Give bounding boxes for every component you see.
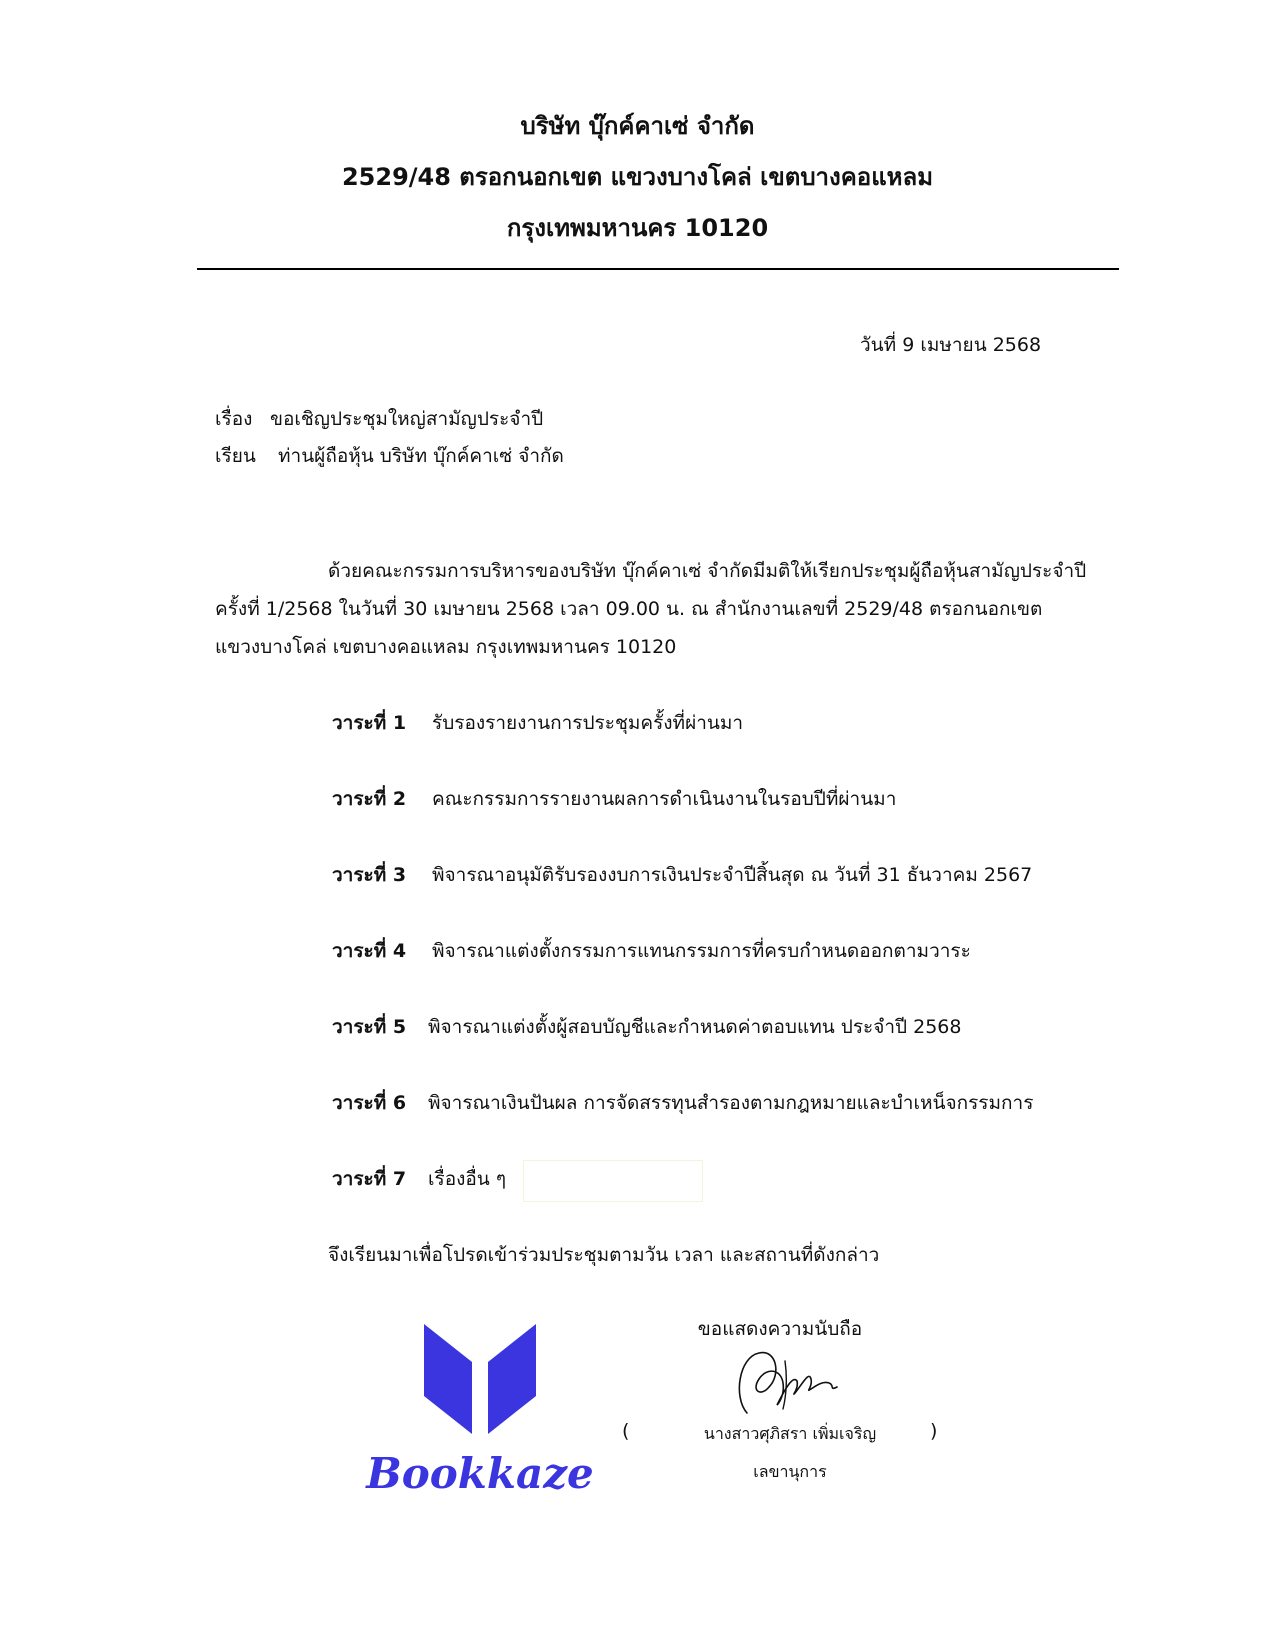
signatory-close-paren: ) (930, 1420, 938, 1442)
agenda-number: วาระที่ 2 (332, 788, 407, 810)
agenda-text: พิจารณาแต่งตั้งผู้สอบบัญชีและกำหนดค่าตอบแทน ประจำปี 2568 (428, 1016, 962, 1038)
book-icon (366, 1324, 594, 1502)
body-line-1: ด้วยคณะกรรมการบริหารของบริษัท บุ๊กค์คาเซ่ จำกัดมีมติให้เรียกประชุมผู้ถือหุ้นสามัญประจำปี (328, 560, 1087, 582)
header-divider (197, 268, 1119, 270)
company-address-line1: 2529/48 ตรอกนอกเขต แขวงบางโคล่ เขตบางคอแหลม (341, 163, 934, 191)
body-line-2: ครั้งที่ 1/2568 ในวันที่ 30 เมษายน 2568 เวลา 09.00 น. ณ สำนักงานเลขที่ 2529/48 ตรอกนอกเขต (215, 598, 1043, 620)
agenda-number: วาระที่ 1 (332, 712, 407, 734)
subject-text: ขอเชิญประชุมใหญ่สามัญประจำปี (270, 408, 544, 430)
regards-text: ขอแสดงความนับถือ (697, 1318, 863, 1340)
agenda-number: วาระที่ 6 (332, 1092, 407, 1114)
agenda-text: รับรองรายงานการประชุมครั้งที่ผ่านมา (432, 712, 744, 734)
company-address-line2: กรุงเทพมหานคร 10120 (506, 214, 769, 242)
subject-label: เรื่อง (215, 408, 253, 430)
recipient-text: ท่านผู้ถือหุ้น บริษัท บุ๊กค์คาเซ่ จำกัด (278, 445, 564, 467)
letter-date: วันที่ 9 เมษายน 2568 (860, 334, 1042, 356)
agenda-text: พิจารณาแต่งตั้งกรรมการแทนกรรมการที่ครบกำหนดออกตามวาระ (432, 940, 971, 962)
signatory-name: นางสาวศุภิสรา เพิ่มเจริญ (703, 1424, 877, 1443)
agenda-number: วาระที่ 3 (332, 864, 407, 886)
agenda-text: คณะกรรมการรายงานผลการดำเนินงานในรอบปีที่ผ่านมา (432, 788, 897, 810)
agenda-text: พิจารณาเงินปันผล การจัดสรรทุนสำรองตามกฎหมายและบำเหน็จกรรมการ (428, 1092, 1034, 1114)
body-line-3: แขวงบางโคล่ เขตบางคอแหลม กรุงเทพมหานคร 10120 (215, 636, 677, 658)
signature (725, 1345, 855, 1417)
signatory-open-paren: ( (622, 1420, 630, 1442)
agenda-number: วาระที่ 7 (332, 1168, 407, 1190)
blank-box (523, 1160, 703, 1202)
company-logo (366, 1324, 594, 1502)
company-name: บริษัท บุ๊กค์คาเซ่ จำกัด (520, 112, 755, 140)
signatory-title: เลขานุการ (753, 1462, 827, 1481)
agenda-number: วาระที่ 4 (332, 940, 407, 962)
recipient-label: เรียน (215, 445, 256, 467)
agenda-text: เรื่องอื่น ๆ (428, 1168, 507, 1190)
closing-text: จึงเรียนมาเพื่อโปรดเข้าร่วมประชุมตามวัน เวลา และสถานที่ดังกล่าว (328, 1244, 880, 1266)
agenda-number: วาระที่ 5 (332, 1016, 407, 1038)
agenda-text: พิจารณาอนุมัติรับรองงบการเงินประจำปีสิ้นสุด ณ วันที่ 31 ธันวาคม 2567 (432, 864, 1033, 886)
logo-text: Bookkaze (366, 1449, 594, 1498)
